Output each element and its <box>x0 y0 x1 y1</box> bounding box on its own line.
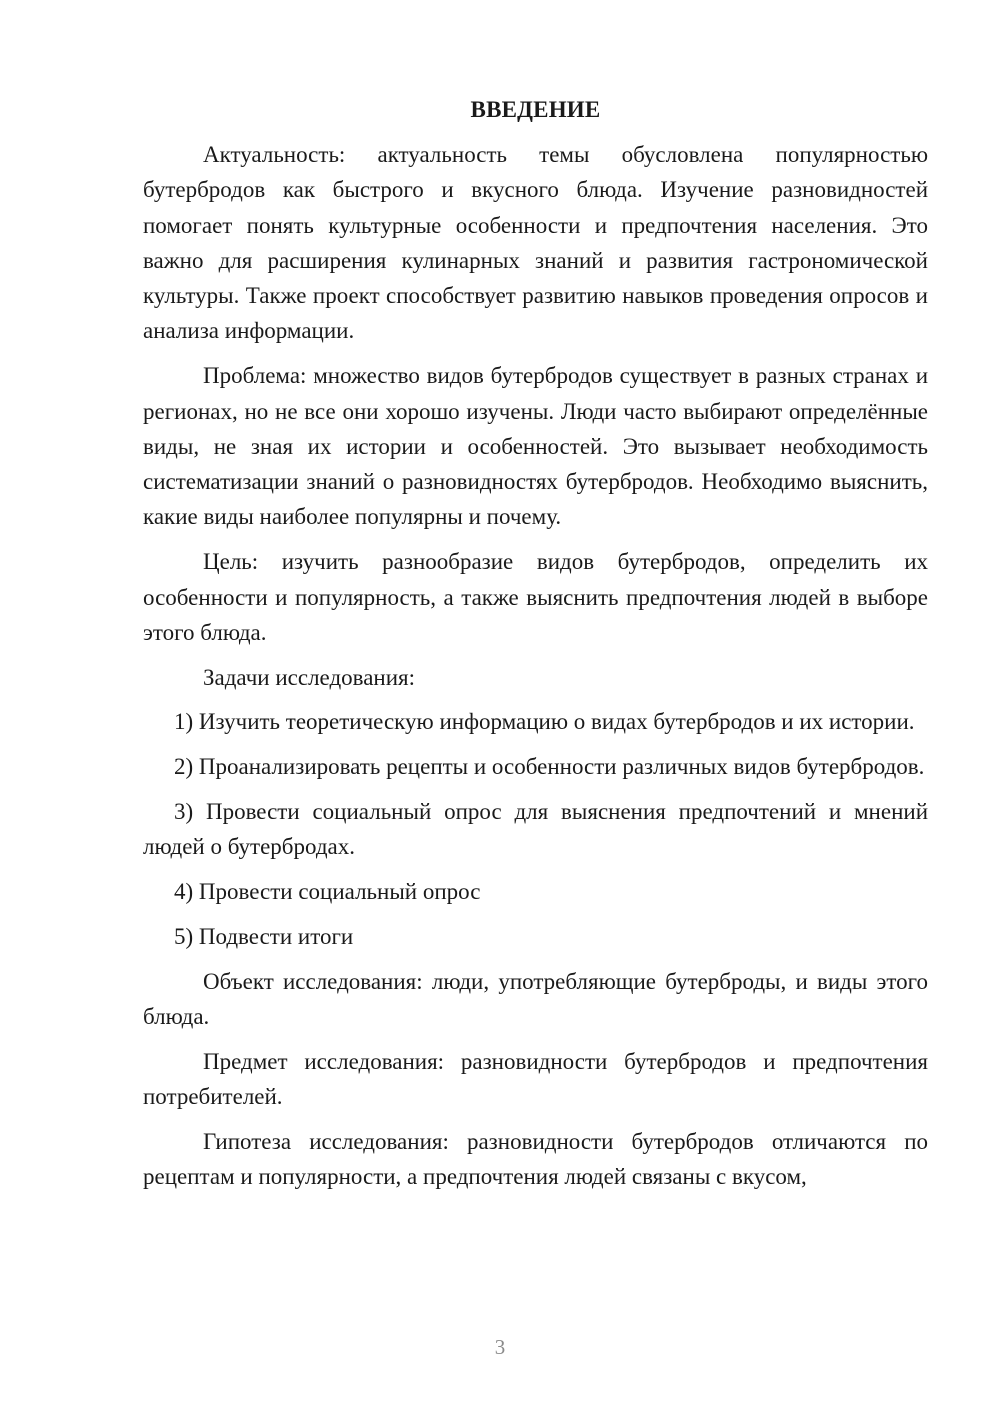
paragraph-subject: Предмет исследования: разновидности бутербродов и предпочтения потребителей. <box>143 1048 928 1110</box>
page-number: 3 <box>494 1335 506 1359</box>
task-item-1: 1) Изучить теоретическую информацию о видах бутербродов и их истории. <box>174 709 915 735</box>
paragraph-relevance: Актуальность: актуальность темы обусловлена популярностью бутербродов как быстрого и вкусного блюда. Изучение разновидностей помогает понять культурные особенности и предпочтения населения. Это важно для расширения кулинарных знаний и развития гастрономической культуры. Также проект способствует развитию навыков проведения опросов и анализа информации. <box>143 142 928 344</box>
task-item-5: 5) Подвести итоги <box>174 923 354 949</box>
paragraph-hypothesis: Гипотеза исследования: разновидности бутербродов отличаются по рецептам и популярности, а предпочтения людей связаны с вкусом, <box>143 1128 928 1190</box>
task-item-3: 3) Провести социальный опрос для выяснения предпочтений и мнений людей о бутербродах. <box>143 799 928 860</box>
section-title: ВВЕДЕНИЕ <box>470 97 601 122</box>
document-page <box>143 95 928 1204</box>
paragraph-problem: Проблема: множество видов бутербродов существует в разных странах и регионах, но не все они хорошо изучены. Люди часто выбирают определённые виды, не зная их истории и особенностей. Это вызывает необходимость систематизации знаний о разновидностях бутербродов. Необходимо выяснить, какие виды наиболее популярны и почему. <box>143 363 928 530</box>
paragraph-tasks-heading: Задачи исследования: <box>203 664 416 690</box>
task-item-4: 4) Провести социальный опрос <box>174 879 481 905</box>
paragraph-goal: Цель: изучить разнообразие видов бутербродов, определить их особенности и популярность, а также выяснить предпочтения людей в выборе этого блюда. <box>143 549 928 645</box>
paragraph-object: Объект исследования: люди, употребляющие бутерброды, и виды этого блюда. <box>143 968 928 1030</box>
task-item-2: 2) Проанализировать рецепты и особенности различных видов бутербродов. <box>174 754 925 780</box>
